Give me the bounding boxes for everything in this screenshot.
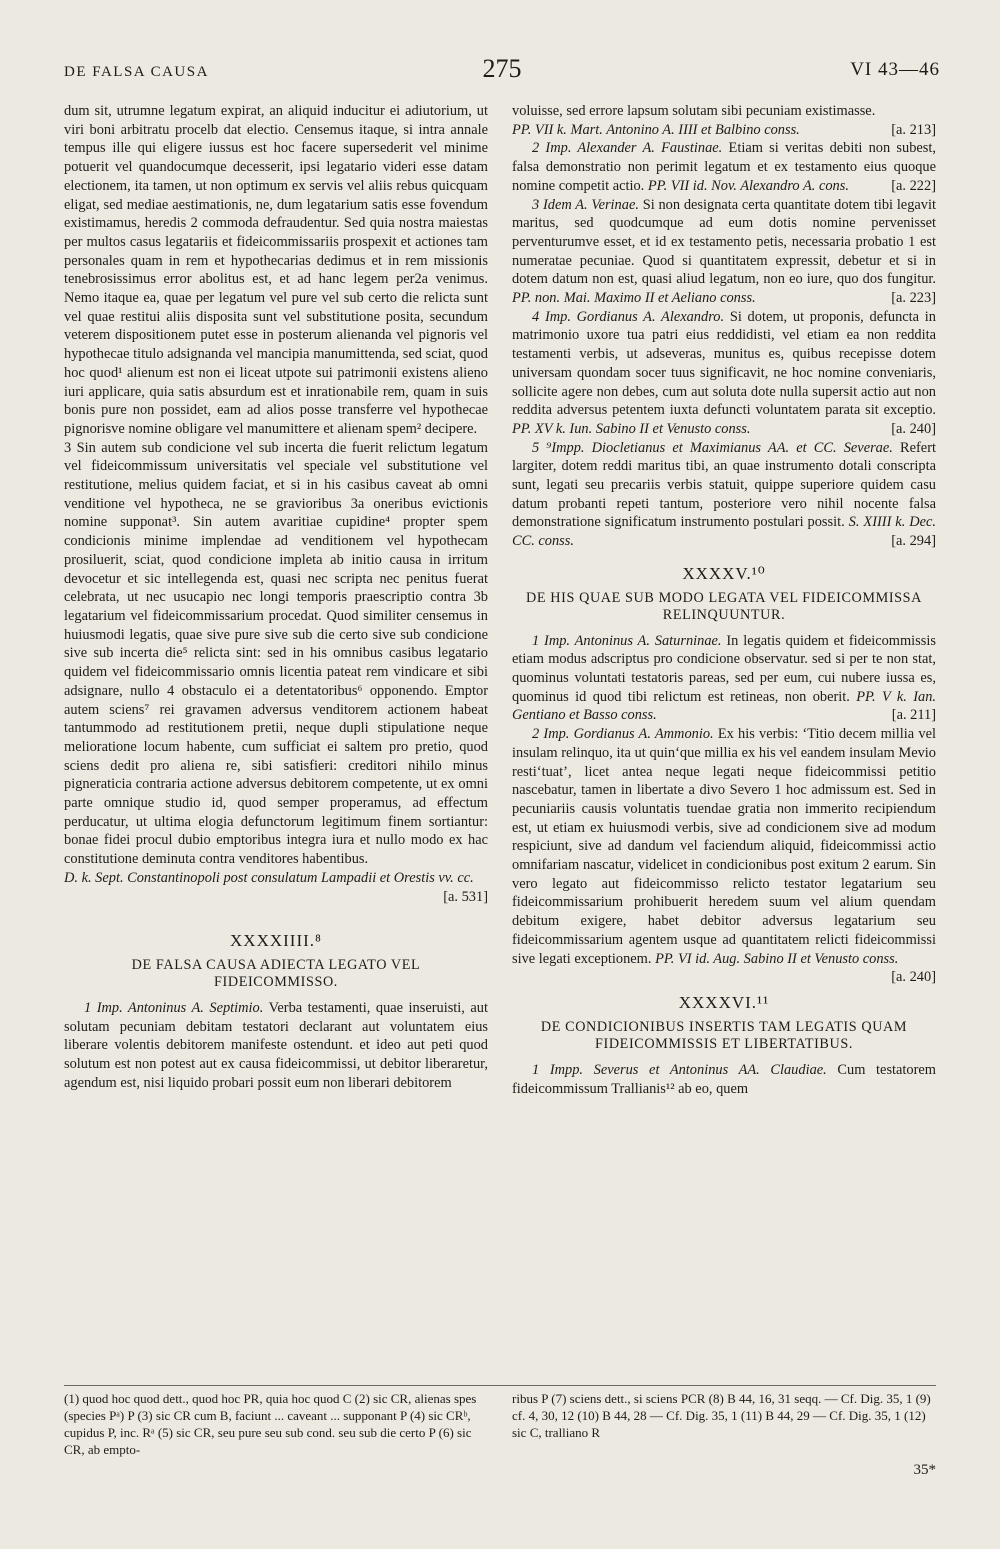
paragraph <box>512 725 936 986</box>
page-number: 275 <box>482 54 522 83</box>
rescript-heading: 1 Imp. Antoninus A. Saturninae. <box>532 632 722 649</box>
right-column <box>512 102 936 1098</box>
running-header <box>64 54 940 88</box>
paragraph <box>512 196 936 308</box>
rescript-text: Refert largiter, dotem reddi maritus tibi, an quae instrumento dotali conscripta sunt, legati seu precariis verbis statuit, quippe superiore quidem casu datum probanti repeti tantum, posteriore vero nihil nocente falsa demonstratione significatum instrumento postulari possit. <box>512 439 936 531</box>
section-heading <box>512 994 936 1053</box>
date: [a. 240] <box>891 420 936 437</box>
footnotes-right: ribus P (7) sciens dett., si sciens PCR (8) B 44, 16, 31 seqq. — Cf. Dig. 35, 1 (9) cf. 4, 30, 12 (10) B 44, 28 — Cf. Dig. 35, 1 (11) B 44, 29 — Cf. Dig. 35, 1 (12) sic C, tralliano R <box>512 1391 931 1440</box>
footnote-rule <box>64 1385 936 1386</box>
paragraph: dum sit, utrumne legatum expirat, an aliquid inducitur ei adiutorium, ut viri boni arbitratu procelb dat electio. Censemus itaque, si intra annale tempus ille qui eligere iussus est hoc facere supersederit vel minime potuerit vel quandocumque decesserit, ipsi legatario videri esse datam electionem, ita tamen, ut non optimum ex servis vel aliis rebus quicquam eligat, sed mediae aestimationis, ne, dum legatarium satis esse fovendum existimamus, heredis 2 commoda defraudentur. Sed quia nostra maiestas per multos casus legatariis et fideicommissariis prospexit et actiones tam personales quam in rem et hypothecarias dedimus et in rem missionis tenebrosissimus error abolitus est, et ad hanc legem per2a venimus. Nemo itaque ea, quae per legatum vel pure vel sub certo die relicta sunt vel quae restitui aliis disposita sunt vel substitutione posita, secundum veterem dispositionem putet esse in posterum alienanda vel pignoris vel hypothecae titulo adsignanda vel mancipia manumittenda, sed sciat, quod hoc quod¹ alienum est non ei liceat utpote sui patrimonii existens alieno iuri applicare, quia satis absurdum est et inrationabile rem, quam in suis bonis pure non possidet, eam ad alios posse transferre vel hypothecae pignorisve nomine obligare vel manumittere et alienam spem² decipere. <box>64 103 488 437</box>
paragraph <box>64 999 488 1093</box>
date: [a. 222] <box>891 177 936 194</box>
paragraph: 3 Sin autem sub condicione vel sub incerta die fuerit relictum legatum vel fideicommissum universitatis vel speciale vel substitutione vel restitutione, melius quidem faciat, et si in his casibus caveat ab omni venditione vel hypotheca, ne se gravioribus 3a oneribus evictionis nomine supponat³. Sin autem avaritiae cupidine⁴ propter spem condicionis minime implendae ad venditionem vel hypothecam prosiluerit, sciat, quod condicione impleta ab initio causa in irritum devocetur et sic intellegenda est, quasi nec scripta nec penitus fuerat celebrata, ut nec usucapio nec longi temporis praescriptio contra 3b legatarium vel fideicommissarium procedat. Quod similiter censemus in huiusmodi legatis, quae sive pure sive sub die certo sive sub condicione sive sub incerta die⁵ relicta sint: sed in his omnibus casibus legatario quidem vel fideicommissario omnis licentia pateat rem vindicare et sibi adsignare, nullo 4 obstaculo ei a detentatoribus⁶ opponendo. Emptor autem sciens⁷ rei gravamen adversus venditorem actionem habeat tantummodo ad restitutionem pretii, neque dupli stipulatione neque melioratione locum habente, cum sufficiat ei saltem pro pretio, quod sciens dedit pro aliena re, sibi satisfieri: creditori nihilo minus pigneraticia contraria actione adversus debitorem competente, ut ex omni parte omnique studio id, quod semper properamus, ad effectum perducatur, ut ultima elogia defunctorum legitimum finem sortiantur: bonae fidei procul dubio emptoribus integra iura et nullo modo ex hac constitutione deminuta contra venditores habentibus. <box>64 439 488 868</box>
section-title: DE CONDICIONIBUS INSERTIS TAM LEGATIS QUAM FIDEICOMMISSIS ET LIBERTATIBUS. <box>540 1018 908 1052</box>
rescript-heading: 4 Imp. Gordianus A. Alexandro. <box>532 308 725 325</box>
rescript-heading: 1 Impp. Severus et Antoninus AA. Claudiae. <box>532 1061 827 1078</box>
paragraph <box>512 1061 936 1098</box>
date: [a. 213] <box>891 121 936 138</box>
paragraph <box>512 632 936 726</box>
rescript-text: Si non designata certa quantitate dotem tibi legavit maritus, sed quodcumque ad eum dotis nomine pervenisset perventurumve esset, et id ex testamento petis, necessaria probatio 1 est numeratae pecuniae. Quod si quantitatem expressit, debetur et si in dotem datum non est, quasi aliud legatum, non eo iure, quo dos fungitur. <box>512 196 936 288</box>
section-title: DE HIS QUAE SUB MODO LEGATA VEL FIDEICOMMISSA RELINQUUNTUR. <box>526 589 922 623</box>
subscription-text: PP. XV k. Iun. Sabino II et Venusto conss. <box>512 420 751 437</box>
subscription-text: PP. non. Mai. Maximo II et Aeliano conss. <box>512 290 756 307</box>
paragraph <box>512 308 936 439</box>
left-column <box>64 102 488 1092</box>
subscription <box>512 121 936 140</box>
rescript-heading: 2 Imp. Gordianus A. Ammonio. <box>532 726 714 743</box>
section-title: DE FALSA CAUSA ADIECTA LEGATO VEL FIDEICOMMISSO. <box>131 956 421 990</box>
rescript-heading: 5 ⁹Impp. Diocletianus et Maximianus AA. et CC. Severae. <box>532 439 893 456</box>
section-number: XXXXIIII.⁸ <box>230 931 322 951</box>
footnotes-left: (1) quod hoc quod dett., quod hoc PR, quia hoc quod C (2) sic CR, alienas spes (species Pᵃ) P (3) sic CR cum B, faciunt ... caveant ... supponant P (4) sic CRᵇ, cupidus P, inc. Rᵃ (5) sic CR, seu pure seu sub cond. seu sub die certo P (6) sic CR, ab empto- <box>64 1391 477 1457</box>
section-heading <box>64 932 488 991</box>
rescript-text: Etiam si veritas debiti non subest, falsa demonstratio non perimit legatum et ex testamento eius quoque nomine competit actio. <box>512 140 936 194</box>
section-number: XXXXV.¹⁰ <box>682 563 766 583</box>
section-heading <box>512 565 936 624</box>
paragraph <box>512 439 936 551</box>
signature-mark: 35* <box>913 1462 936 1478</box>
rescript-heading: 1 Imp. Antoninus A. Septimio. <box>84 999 264 1016</box>
section-number: XXXXVI.¹¹ <box>678 993 770 1013</box>
subscription <box>64 869 488 888</box>
subscription-text: PP. VII k. Mart. Antonino A. IIII et Balbino conss. <box>512 121 800 138</box>
date: [a. 294] <box>891 533 936 550</box>
paragraph: voluisse, sed errore lapsum solutam sibi pecuniam existimasse. <box>512 103 876 119</box>
subscription-text: D. k. Sept. Constantinopoli post consulatum Lampadii et Orestis vv. cc. <box>64 869 474 886</box>
date: [a. 223] <box>891 290 936 307</box>
subscription-text: PP. VI id. Aug. Sabino II et Venusto conss. <box>655 950 899 967</box>
header-title: DE FALSA CAUSA <box>64 64 209 80</box>
rescript-text: Cum testatorem fideicommissum Trallianis¹² ab eo, quem <box>512 1061 936 1097</box>
date: [a. 531] <box>443 888 488 905</box>
rescript-text: Ex his verbis: ‘Titio decem millia vel insulam relinquo, ita ut quin‘que millia ex his vel eandem insulam Mevio resti‘tuat’, licet antea neque legati neque fideicommissi petitio nascebatur, tamen in libertate a divo Severo 1 hoc admissum est. Sed in pecuniariis causis voluntatis tuendae gratia non immerito recipiendum est, ut etiam ex huiusmodi verbis, sive ad condicionem sive ad modum respiciunt, sive ad dandum vel faciendum aliquid, fideicommissi actio omnifariam nascatur, videlicet in condicionibus post exitum 2 earum. Sin vero legato aut fideicommisso relicto testator legatarium seu fideicommissarium prohibuerit heredem suum vel alium quendam debitum exigere, habet debitor adversus legatarium seu fideicommissarium agentem usque ad quantitatem relicti fideicommissi sive legati exceptionem. <box>512 726 936 967</box>
rescript-heading: 2 Imp. Alexander A. Faustinae. <box>532 140 723 157</box>
header-section-range: VI 43—46 <box>850 59 940 80</box>
rescript-text: Si dotem, ut proponis, defuncta in matrimonio uxore tua patri eius reddidisti, vel etiam ea non reddita testamenti verbis, ut adseveras, munitus es, quibus recepisse dotem universam quondam socer tuus significavit, ne hoc nomine conveniaris, sollicite agere non debes, cum aut soluta dote nulla supersit actio aut non reddita adversus petentem iuxta defuncti voluntatem parata sit exceptio. <box>512 308 936 419</box>
subscription-text: PP. V k. Ian. Gentiano et Basso conss. <box>512 688 936 724</box>
date: [a. 211] <box>891 707 936 724</box>
subscription-text: S. XIIII k. Dec. CC. conss. <box>512 514 936 550</box>
rescript-text: In legatis quidem et fideicommissis etiam modus adscriptus pro condicione observatur. sed si per te non stat, quominus voluntati testatoris pareas, sed per eum, cui nubere iussa es, quominus id quod tibi relictum est retineas, non oberit. <box>512 632 936 705</box>
rescript-text: Verba testamenti, quae inseruisti, aut solutam pecuniam debitam testatori declarant aut voluntatem eius liberare volentis debitorem manifeste ostendunt. et ideo aut peti quod solutum est non potest aut ex causa fideicommissi, ut debitor liberaretur, agendum est, nisi liquido probari possit eum non liberari debitorem <box>64 999 488 1091</box>
date: [a. 240] <box>891 969 936 986</box>
subscription-text: PP. VII id. Nov. Alexandro A. cons. <box>647 177 849 194</box>
paragraph <box>512 139 936 195</box>
rescript-heading: 3 Idem A. Verinae. <box>532 196 639 213</box>
